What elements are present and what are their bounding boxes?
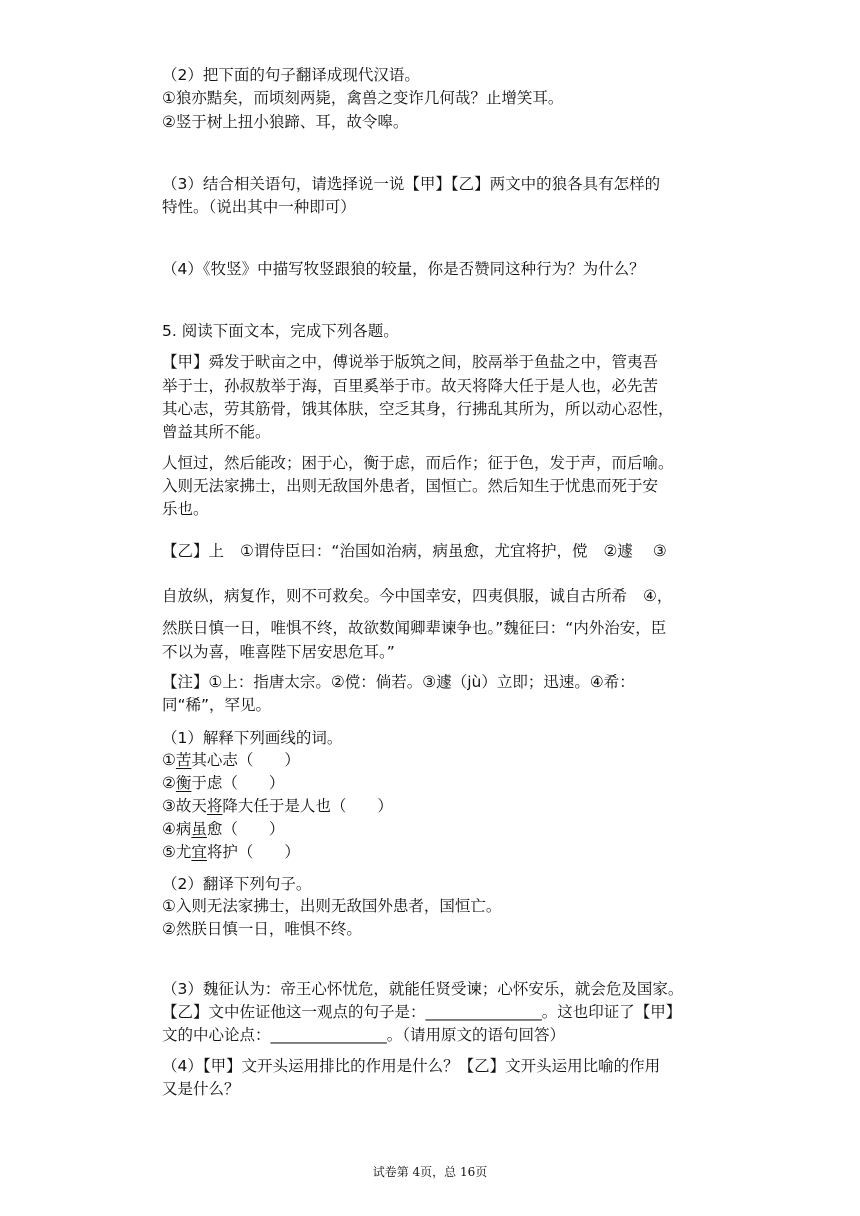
jia-line-7: 乐也。 [162,500,209,518]
yi-line-1-b: ①谓侍臣曰：“治国如治病，病虽愈，尤宜将护，傥 [240,542,588,560]
sub4-question: （4）《牧竖》中描写牧竖跟狼的较量，你是否赞同这种行为？为什么？ [162,260,645,278]
sub2-title: （2）把下面的句子翻译成现代汉语。 [162,66,420,84]
note-line-2: 同“稀”，罕见。 [162,696,272,714]
jia-line-6: 入则无法家拂士，出则无敌国外患者，国恒亡。然后知生于忧患而死于安 [162,477,659,495]
sub1-item-3: ③故天将降大任于是人也（ ） [162,797,393,815]
jia-line-5: 人恒过，然后能改；困于心，衡于虑，而后作；征于色，发于声，而后喻。 [162,454,674,472]
page-footer: 试卷第 4页，总 16页 [372,1165,488,1179]
sub4-line-1: （4）【甲】文开头运用排比的作用是什么？【乙】文开头运用比喻的作用 [162,1057,661,1075]
jia-line-2: 举于士，孙叔敖举于海，百里奚举于市。故天将降大任于是人也，必先苦 [162,377,659,395]
sub2-sentence-1: ①狼亦黠矣，而顷刻两毙，禽兽之变诈几何哉？止增笑耳。 [162,89,564,107]
yi-line-2-a: 自放纵，病复作，则不可救矣。今中国幸安，四夷俱服，诚自古所希 [162,587,628,605]
jia-line-1: 【甲】舜发于畎亩之中，傅说举于版筑之间，胶鬲举于鱼盐之中，管夷吾 [162,353,659,371]
sub4-line-2: 又是什么？ [162,1080,240,1098]
jia-line-4: 曾益其所不能。 [162,423,271,441]
underlined-word: 苦 [175,751,192,769]
yi-line-1 [162,540,667,562]
q5-title: 5. 阅读下面文本，完成下列各题。 [162,322,399,340]
yi-line-4: 不以为喜，唯喜陛下居安思危耳。” [162,643,395,661]
sub1-item-4: ④病虽愈（ ） [162,820,285,838]
sub3-line-2: 特性。（说出其中一种即可） [162,198,356,216]
sub1-title: （1）解释下列画线的词。 [162,729,343,747]
sub1-item-2: ②衡于虑（ ） [162,774,285,792]
sub2-translate-1: ①入则无法家拂士，出则无敌国外患者，国恒亡。 [162,897,502,915]
sub2-translate-2: ②然朕日慎一日，唯惧不终。 [162,920,362,938]
sub2-translate-title: （2）翻译下列句子。 [162,875,312,893]
sub3-line-1: （3）结合相关语句，请选择说一说【甲】【乙】两文中的狼各具有怎样的 [162,175,661,193]
underlined-word: 将 [206,797,223,815]
underlined-word: 虽 [191,820,207,838]
note-line-1: 【注】①上：指唐太宗。②傥：倘若。③遽（jù）立即；迅速。④希： [162,673,635,691]
sub3-line-3: 文的中心论点：_______________。（请用原文的语句回答） [162,1026,566,1044]
yi-line-2 [162,585,672,607]
sub1-item-1: ①苦其心志（ ） [162,751,300,769]
underlined-word: 宜 [191,843,207,861]
sub2-sentence-2: ②竖于树上扭小狼蹄、耳，故令嗥。 [162,113,409,131]
yi-line-1-d: ③ [652,542,667,560]
jia-line-3: 其心志，劳其筋骨，饿其体肤，空乏其身，行拂乱其所为，所以动心忍性， [162,400,674,418]
yi-line-2-b: ④， [643,587,673,605]
yi-line-1-c: ②遽 [603,542,633,560]
sub3-line-1: （3）魏征认为：帝王心怀忧危，就能任贤受谏；心怀安乐，就会危及国家。 [162,980,684,998]
sub1-item-5: ⑤尤宜将护（ ） [162,843,300,861]
yi-line-1-a: 【乙】上 [162,542,225,560]
yi-line-3: 然朕日慎一日，唯惧不终，故欲数闻卿辈谏争也。”魏征曰：“内外治安，臣 [162,619,667,637]
underlined-word: 衡 [175,774,192,792]
sub3-line-2: 【乙】文中佐证他这一观点的句子是：_______________。这也印证了【甲】 [162,1003,682,1021]
